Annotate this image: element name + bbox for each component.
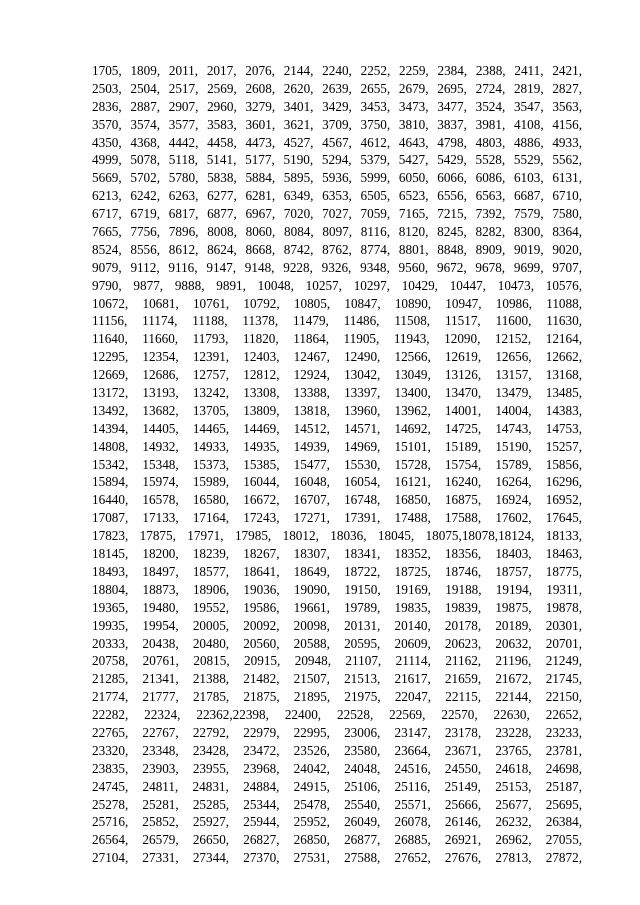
text-line: 6213, 6242, 6263, 6277, 6281, 6349, 6353, 6505, 6523, 6556, 6563, 6687, 6710, <box>92 188 582 204</box>
text-line: 16440, 16578, 16580, 16672, 16707, 16748, 16850, 16875, 16924, 16952, <box>92 492 582 508</box>
text-line: 17087, 17133, 17164, 17243, 17271, 17391, 17488, 17588, 17602, 17645, <box>92 510 582 526</box>
text-line: 8524, 8556, 8612, 8624, 8668, 8742, 8762, 8774, 8801, 8848, 8909, 9019, 9020, <box>92 241 582 257</box>
text-line: 14808, 14932, 14933, 14935, 14939, 14969, 15101, 15189, 15190, 15257, <box>92 438 582 454</box>
text-line: 22765, 22767, 22792, 22979, 22995, 23006, 23147, 23178, 23228, 23233, <box>92 724 582 740</box>
text-line: 10672, 10681, 10761, 10792, 10805, 10847, 10890, 10947, 10986, 11088, <box>92 295 582 311</box>
text-line: 23835, 23903, 23955, 23968, 24042, 24048, 24516, 24550, 24618, 24698, <box>92 760 582 776</box>
text-line: 12669, 12686, 12757, 12812, 12924, 13042, 13049, 13126, 13157, 13168, <box>92 367 582 383</box>
text-line: 6717, 6719, 6817, 6877, 6967, 7020, 7027, 7059, 7165, 7215, 7392, 7579, 7580, <box>92 206 582 222</box>
text-line: 26564, 26579, 26650, 26827, 26850, 26877, 26885, 26921, 26962, 27055, <box>92 832 582 848</box>
text-line: 20758, 20761, 20815, 20915, 20948, 21107, 21114, 21162, 21196, 21249, <box>92 653 582 669</box>
text-line: 13172, 13193, 13242, 13308, 13388, 13397, 13400, 13470, 13479, 13485, <box>92 385 582 401</box>
text-line: 11156, 11174, 11188, 11378, 11479, 11486, 11508, 11517, 11600, 11630, <box>92 313 582 329</box>
text-line: 27104, 27331, 27344, 27370, 27531, 27588, 27652, 27676, 27813, 27872, <box>92 850 582 866</box>
text-line: 9079, 9112, 9116, 9147, 9148, 9228, 9326, 9348, 9560, 9672, 9678, 9699, 9707, <box>92 259 582 275</box>
text-line: 23320, 23348, 23428, 23472, 23526, 23580, 23664, 23671, 23765, 23781, <box>92 742 582 758</box>
text-line: 1705, 1809, 2011, 2017, 2076, 2144, 2240, 2252, 2259, 2384, 2388, 2411, 2421, <box>92 63 582 78</box>
text-line: 15342, 15348, 15373, 15385, 15477, 15530, 15728, 15754, 15789, 15856, <box>92 456 582 472</box>
text-line: 4350, 4368, 4442, 4458, 4473, 4527, 4567, 4612, 4643, 4798, 4803, 4886, 4933, <box>92 134 582 150</box>
text-line: 4999, 5078, 5118, 5141, 5177, 5190, 5294, 5379, 5427, 5429, 5528, 5529, 5562, <box>92 152 582 168</box>
text-line: 11640, 11660, 11793, 11820, 11864, 11905, 11943, 12090, 12152, 12164, <box>92 331 582 347</box>
text-line: 20333, 20438, 20480, 20560, 20588, 20595, 20609, 20623, 20632, 20701, <box>92 635 582 651</box>
text-line: 2503, 2504, 2517, 2569, 2608, 2620, 2639, 2655, 2679, 2695, 2724, 2819, 2827, <box>92 80 582 96</box>
number-list-text <box>92 62 582 867</box>
text-line: 3570, 3574, 3577, 3583, 3601, 3621, 3709, 3750, 3810, 3837, 3981, 4108, 4156, <box>92 116 582 132</box>
text-line: 9790, 9877, 9888, 9891, 10048, 10257, 10297, 10429, 10447, 10473, 10576, <box>92 277 582 293</box>
text-line: 13492, 13682, 13705, 13809, 13818, 13960, 13962, 14001, 14004, 14383, <box>92 402 582 418</box>
text-line: 17823, 17875, 17971, 17985, 18012, 18036, 18045, 18075,18078,18124, 18133, <box>92 528 582 544</box>
text-line: 2836, 2887, 2907, 2960, 3279, 3401, 3429, 3453, 3473, 3477, 3524, 3547, 3563, <box>92 98 582 114</box>
text-line: 25278, 25281, 25285, 25344, 25478, 25540, 25571, 25666, 25677, 25695, <box>92 796 582 812</box>
text-line: 21285, 21341, 21388, 21482, 21507, 21513, 21617, 21659, 21672, 21745, <box>92 671 582 687</box>
text-line: 19935, 19954, 20005, 20092, 20098, 20131, 20140, 20178, 20189, 20301, <box>92 617 582 633</box>
text-line: 18493, 18497, 18577, 18641, 18649, 18722, 18725, 18746, 18757, 18775, <box>92 563 582 579</box>
text-line: 5669, 5702, 5780, 5838, 5884, 5895, 5936, 5999, 6050, 6066, 6086, 6103, 6131, <box>92 170 582 186</box>
text-line: 15894, 15974, 15989, 16044, 16048, 16054, 16121, 16240, 16264, 16296, <box>92 474 582 490</box>
text-line: 19365, 19480, 19552, 19586, 19661, 19789, 19835, 19839, 19875, 19878, <box>92 599 582 615</box>
text-line: 21774, 21777, 21785, 21875, 21895, 21975, 22047, 22115, 22144, 22150, <box>92 689 582 705</box>
text-line: 25716, 25852, 25927, 25944, 25952, 26049, 26078, 26146, 26232, 26384, <box>92 814 582 830</box>
text-line: 24745, 24811, 24831, 24884, 24915, 25106, 25116, 25149, 25153, 25187, <box>92 778 582 794</box>
text-line: 12295, 12354, 12391, 12403, 12467, 12490, 12566, 12619, 12656, 12662, <box>92 349 582 365</box>
text-line: 18804, 18873, 18906, 19036, 19090, 19150, 19169, 19188, 19194, 19311, <box>92 581 582 597</box>
text-line: 7665, 7756, 7896, 8008, 8060, 8084, 8097, 8116, 8120, 8245, 8282, 8300, 8364, <box>92 224 582 240</box>
text-line: 18145, 18200, 18239, 18267, 18307, 18341, 18352, 18356, 18403, 18463, <box>92 546 582 562</box>
text-line: 14394, 14405, 14465, 14469, 14512, 14571, 14692, 14725, 14743, 14753, <box>92 420 582 436</box>
text-line: 22282, 22324, 22362,22398, 22400, 22528, 22569, 22570, 22630, 22652, <box>92 707 582 723</box>
